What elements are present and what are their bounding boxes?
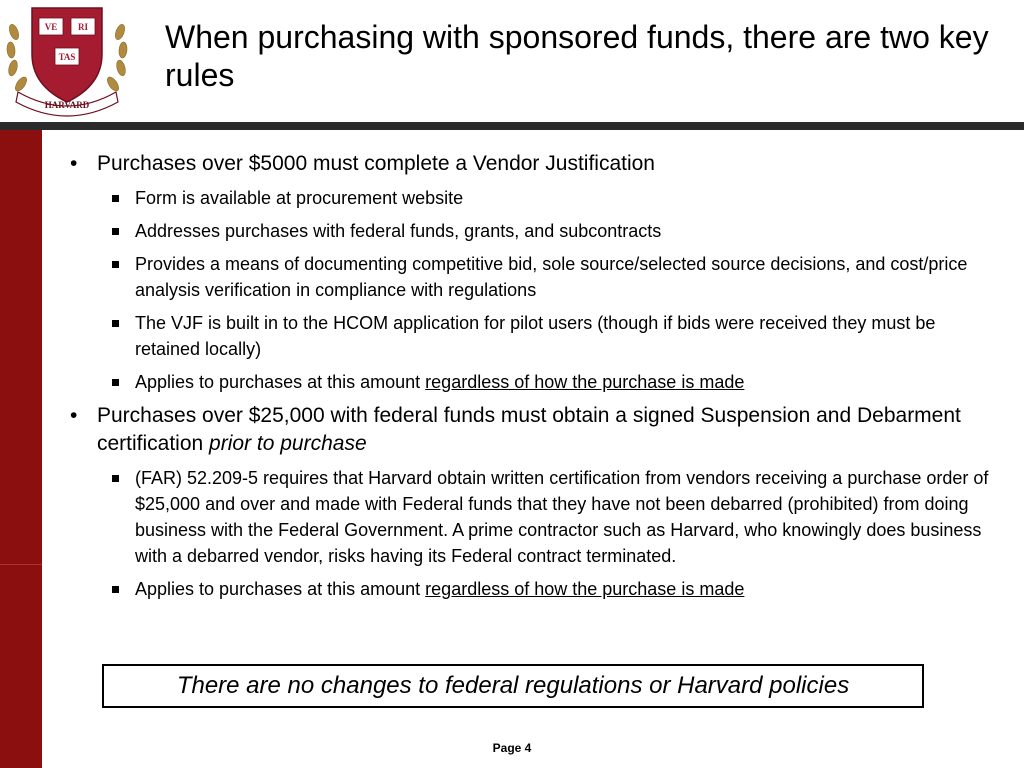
- svg-text:HARVARD: HARVARD: [44, 100, 90, 110]
- slide-title: When purchasing with sponsored funds, there are two key rules: [165, 19, 989, 93]
- sub-bullet: The VJF is built in to the HCOM application for pilot users (though if bids were received they must be retained locally): [70, 310, 1000, 362]
- page-number: Page 4: [492, 741, 532, 755]
- sub-bullet: (FAR) 52.209-5 requires that Harvard obtain written certification from vendors receiving a purchase order of $25,000 and over and made with Federal funds that they have not been debarred (prohibited) from doing business with the Federal Government. A prime contractor such as Harvard, who knowingly does business with a debarred vendor, risks having its Federal contract terminated.: [70, 465, 1000, 569]
- sidebar-divider: [0, 564, 42, 565]
- bullet-dot: •: [70, 404, 78, 427]
- square-bullet: [112, 475, 119, 482]
- bullet-vendor-justification: • Purchases over $5000 must complete a Vendor Justification: [70, 150, 1000, 178]
- bullet-dot: •: [70, 152, 78, 175]
- harvard-crest-logo: [4, 2, 130, 120]
- square-bullet: [112, 586, 119, 593]
- square-bullet: [112, 379, 119, 386]
- sub-bullet: Provides a means of documenting competitive bid, sole source/selected source decisions, and cost/price analysis verification in compliance with regulations: [70, 251, 1000, 303]
- callout-box: [102, 664, 924, 708]
- svg-text:VE: VE: [44, 22, 58, 32]
- svg-text:TAS: TAS: [58, 52, 76, 62]
- sub-bullet: Addresses purchases with federal funds, grants, and subcontracts: [70, 218, 1000, 244]
- slide-body: [70, 150, 1000, 609]
- square-bullet: [112, 228, 119, 235]
- sub-bullet: Applies to purchases at this amount regardless of how the purchase is made: [70, 369, 1000, 395]
- square-bullet: [112, 320, 119, 327]
- bullet-suspension-debarment: • Purchases over $25,000 with federal funds must obtain a signed Suspension and Debarment certification prior to purchase: [70, 404, 961, 455]
- underlined-emphasis: regardless of how the purchase is made: [425, 579, 745, 599]
- italic-emphasis: prior to purchase: [209, 432, 367, 455]
- header-divider-bar: [0, 122, 1024, 130]
- underlined-emphasis: regardless of how the purchase is made: [425, 372, 745, 392]
- square-bullet: [112, 195, 119, 202]
- left-sidebar-bar: [0, 130, 42, 768]
- sub-bullet: Applies to purchases at this amount regardless of how the purchase is made: [70, 576, 1000, 602]
- sub-bullet: Form is available at procurement website: [70, 185, 1000, 211]
- svg-text:RI: RI: [77, 22, 89, 32]
- callout-text: There are no changes to federal regulations or Harvard policies: [176, 672, 850, 699]
- square-bullet: [112, 261, 119, 268]
